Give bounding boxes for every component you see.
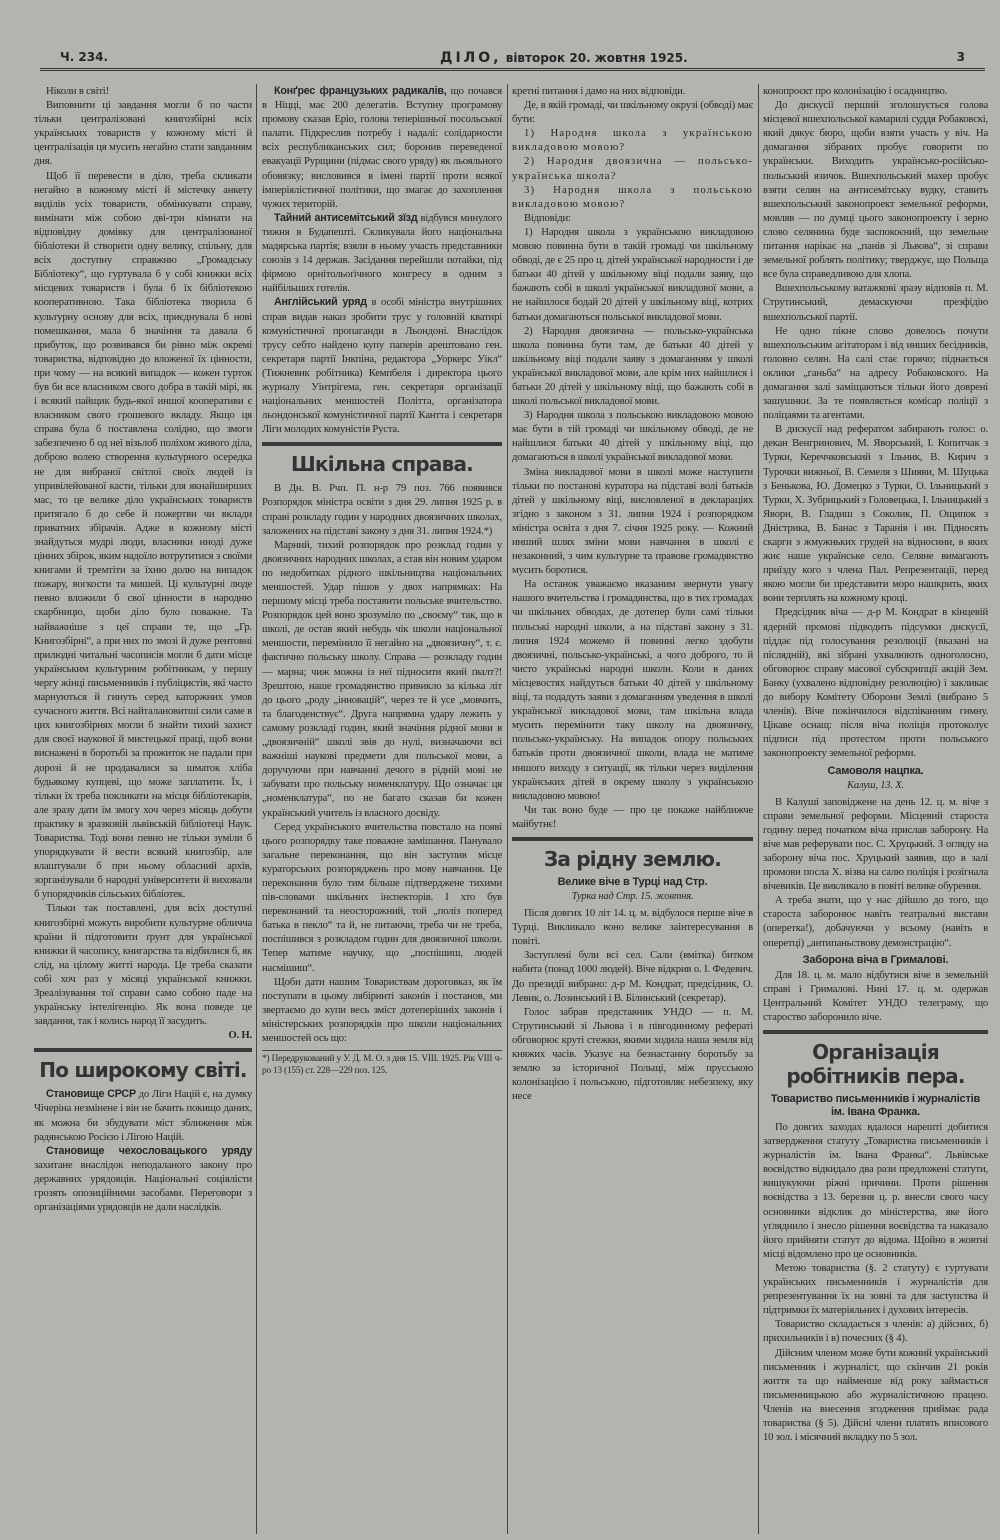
paragraph bbox=[34, 1087, 252, 1143]
column-2 bbox=[262, 84, 502, 1077]
paragraph bbox=[34, 169, 252, 902]
column-3 bbox=[512, 84, 753, 1103]
paragraph bbox=[512, 906, 753, 948]
issue-number: Ч. 234. bbox=[60, 50, 109, 64]
paragraph-text: В дискусії над рефератом забирають голос: о. декан Венгринович, М. Яворський, І. Копитчак з Турки, Кереччковський з Ільник, В. Кирич з Турочки вижньої, В. Семеля з Шияви, М. Шуцька з Бенькова, Ю. Домецко з Турки, О. Ільницький з Турки, Х. Зубрицький з Головецька, І. Ільницький з Явори, В. Гладиш з Соколик, П. Ощипок з Дністрика, В. Банас з Таранів і ин. Підносять скарги з жмужньких грудей на відносини, в яких жиє наше українське село. Селяне вимагають приїзду кого з члена Пал. Репрезентації, перед якою могли би представити моро нашкрить, яких вони терплять на кожному кроці. bbox=[763, 423, 988, 605]
paragraph-text: конопроєкт про колонізацію і осадництво. bbox=[763, 85, 948, 97]
paragraph bbox=[512, 154, 753, 182]
paragraph-text: Заступлені були всі сел. Сали (вмітка) битком набита (понад 1000 людей). Віче відкрив о. І. Федевич. До президії вибрано: д-р М. Кондрат, предсідник, О. Левик, о. Лозинський і В. Білинський (секретар). bbox=[512, 949, 753, 1004]
column-4 bbox=[763, 84, 988, 1444]
article-subheading: Товариство письменників і журналістів ім. Івана Франка. bbox=[770, 1093, 981, 1118]
paragraph-text: 3) Народня школа з польською викладовою мовою? bbox=[512, 183, 753, 210]
paragraph-text: Вшехпольському ватажкові зразу відповів п. М. Струтинський, демаскуючи презфідію вшехпольської партії. bbox=[763, 282, 988, 323]
paragraph bbox=[512, 84, 753, 98]
paragraph-lead: Становище СРСР bbox=[46, 1088, 136, 1101]
paragraph bbox=[763, 324, 988, 423]
paragraph-text: Предсідник віча — д-р М. Кондрат в кінцевій ядерній промові підводить підсумки дискусії, піддає під голосування резолюції (вказані на післядній), які зібрані ухвалюють одноголосно, обговорює справу масової субскрипції акцій Зем. Банку (ухвалено відповідну резолюцію) і закликає до вибору Комітету Оборони Землі (вибрано 5 членів). Віче покінчилося відспіванням гимну. Цікаве оснащ: після віча поліція протоколує підписи під протестом проти польського законопроекту земельної реформи. bbox=[763, 606, 988, 760]
paragraph-text: Де, в якій громаді, чи шкільному окрузі (обводі) має бути: bbox=[512, 99, 753, 126]
article-subheading: Велике віче в Турці над Стр. bbox=[557, 875, 708, 888]
paragraph-text: Після довгих 10 літ 14. ц. м. відбулося перше віче в Турці. Викликало воно велике заінтересування в повіті. bbox=[512, 907, 753, 948]
paragraph bbox=[763, 98, 988, 281]
paragraph-text: Чи так воно буде — про це покаже найближче майбутнє! bbox=[512, 803, 753, 830]
paragraph-lead: Конґрес французьких радикалів, bbox=[274, 85, 447, 97]
paragraph bbox=[34, 901, 252, 1028]
column-divider bbox=[758, 84, 759, 1534]
paragraph-text: До дискусії перший зголошується голова місцевої вшехпольської камарилі суддя Робаковскі, який дякує бюро, щоби взяти участь у віч. На домагання зібраних пробує говорити по українськи. Виходить українсько-російсько-польський язичок. Вшехпольський махер пробує взяти селян на антисемітську вудку, ставить вшехпольський законопроект земельної реформи, мовляв — по думці цього законопроекту і зерно слово селянина буде заспокоєний, що земельне питання нарікає на „панів зі Львова“, зі справи земельної роблять політику; тверджує, що Польща все була справедливою для хлопа. bbox=[763, 99, 988, 281]
paragraph-text: Голос забрав представник УНДО — п. М. Струтинський зі Львова і в півгодинному рефераті обговорює круті стежки, якими ходила наша земля від княжих часів. Указує на безнастанну боротьбу за землю за історичної Польщі, між прусською колонізацією і польською, підготовляє небезпеку, яку несе bbox=[512, 1005, 753, 1103]
paragraph bbox=[262, 481, 502, 537]
paragraph-text: В Калуші заповіджене на день 12. ц. м. віче з справи земельної реформи. Місцевий староста годину перед початком віча прислав заборону. На віче мав реферувати пос. С. Хруцький. З огляду на заборону віча пос. Хруцький заявив, що в залі промови посла Х. візва на салю поліція і розігнала вічевиків. Це викликало в повіті велике обурення. bbox=[763, 795, 988, 893]
paragraph bbox=[763, 605, 988, 760]
paragraph bbox=[763, 84, 988, 98]
paragraph bbox=[262, 538, 502, 820]
paragraph bbox=[262, 820, 502, 975]
paragraph bbox=[763, 1317, 988, 1345]
paragraph-text: Виповнити ці завдання могли б по части тільки централізовані книгозбірні всіх українських товариств у кожному місті й централізація ця мусить негайно стати завданням дня. bbox=[34, 99, 252, 168]
masthead bbox=[440, 50, 688, 66]
paragraph bbox=[763, 795, 988, 894]
paragraph bbox=[512, 225, 753, 324]
paragraph-lead: Становище чехословацького уряду bbox=[46, 1144, 252, 1157]
section-rule bbox=[262, 442, 502, 446]
paragraph bbox=[512, 803, 753, 831]
paragraph-text: В Дн. В. Рчп. П. н-р 79 поз. 766 появився Розпорядок міністра освіти з дня 29. липня 1925 р. в справі розкладу годин у народних двоязичних школах, заложених на підставі закону з дня 31. липня 1924.*) bbox=[262, 482, 502, 537]
paragraph bbox=[763, 281, 988, 323]
paragraph bbox=[34, 84, 252, 98]
paragraph bbox=[763, 893, 988, 949]
paragraph-text: відбувся минулого тижня в Будапешті. Скликувала його національна мадярська партія; взяли в ньому участь представники союзів з 14 держав. Засідання перейшли потайки, під фірмою орнітольоґічного конгресу в одним з найбільших готелів. bbox=[262, 211, 502, 295]
paragraph-text: 3) Народня школа з польською викладовою мовою має бути в тій громаді чи шкільному обводі, де не найшлися батьки 40 дітей у шкільному віці, що домагаються в школі української викладової мови. bbox=[512, 409, 753, 464]
article-subheading: Самоволя нацпка. bbox=[827, 764, 924, 777]
paragraph bbox=[512, 465, 753, 578]
paragraph-lead: Англійський уряд bbox=[274, 296, 367, 309]
paragraph bbox=[512, 408, 753, 464]
paragraph bbox=[763, 1346, 988, 1445]
paragraph-text: 1) Народня школа з українською викладовою мовою повинна бути в такій громаді чи шкільному обводі, де є 25 про ц. дітей української народности і де батьки 40 дітей у шкільному віці подали заяву, що бажають собі в школі української викладової мови, а не найшлося бодай 20 дітей у шкільному віці, котрих батьки домагаються польської викладової мови. bbox=[512, 225, 753, 323]
paragraph-text: в особі міністра внутрішних справ видав наказ зробити трус у головній кватирі комуністичної пропаганди в Льондоні. Внаслідок трусу себто найдено купу паперів арештовано ген. секретаря партії Інкпіна, редактора „Уоркерс Уікл“ (Тижневик робітника) Кемпбеля і директора цього журналу Уінтрігема, ген. секретаря організації національних меншостей Політта, організатора льондонської комуністичної партії Кантта і секретаря Ліги молодих комуністів Руста. bbox=[262, 296, 503, 436]
column-divider bbox=[256, 84, 257, 1534]
paragraph bbox=[512, 211, 753, 225]
paragraph-text: що почався в Ніцці, має 200 делегатів. Вступну програмову промову сказав Еріо, голова теперішньої посольської палати. Підкреслив потребу і надалі: солідарности всіх республиканських сил; боронив переведеної евакуації Рурщини (підмас свого уряду) як льояльного обовязку; висловився в імені партії проти всякої імперіялістичної політики, що змагає до захоплення чужих територій. bbox=[262, 85, 503, 210]
paragraph bbox=[34, 1144, 252, 1214]
issue-date: вівторок 20. жовтня 1925. bbox=[505, 51, 688, 65]
paragraph bbox=[512, 126, 753, 154]
paragraph bbox=[512, 1005, 753, 1104]
paragraph bbox=[262, 211, 502, 296]
article-headline: По широкому світі. bbox=[39, 1058, 247, 1083]
dateline: Турка над Стр. 15. жовтня. bbox=[571, 890, 694, 902]
header-rule bbox=[40, 68, 985, 71]
paragraph-text: до Ліги Націй є, на думку Чічеріна незмінене і він не бачить покищо даних, як можна би збудувати міст зближення між радянською Росією і Лігою Націй. bbox=[34, 1088, 252, 1143]
paragraph bbox=[34, 98, 252, 168]
paragraph bbox=[262, 84, 502, 211]
paragraph bbox=[763, 968, 988, 1024]
column-1 bbox=[34, 84, 252, 1214]
article-headline: Шкільна справа. bbox=[291, 452, 473, 477]
paragraph bbox=[512, 577, 753, 803]
paragraph-text: 2) Народня двоязична — польсько-українська школа? bbox=[512, 155, 753, 182]
paragraph-text: Товариство складається з членів: а) дійсних, б) прихильників і в) почесних (§ 4). bbox=[763, 1318, 988, 1345]
paragraph-text: Відповіди: bbox=[524, 211, 571, 224]
paragraph-text: Марний, тихий розпорядок про розклад годин у двоязичних народних школах, а став він новим ударом по недобитках рідного шкільництва національних меншостей. Удар пішов у двох напрямках: На першому місці треба поставити польське вчительство. Розпорядок цей воно зрозуміло по „своєму“ так, що в школі, де остав який небудь чік школи національної меншости, перемінило її негайно на „двоязичну“, т. є. фактично польську школу. Справа — розкладу годин — марна; чиж можна із неї підносити який ґвалт?! Зрештою, наше громадянство привикло за кілька літ до цього „роду „інновацій“, через те й усе „мовчить, та благоденствує“. Друга напрямна удару лежить у самому розкладі годин, який значіння рідної мови в „двоязичній“ школі звів до нулі, визначаючи всі важніші наукові предмети для польської мови, а доручуючи при навчанні дечого в рідній мові не забувати про польську номенклатуру. Що означає ця „номенклатура“, по не багато сказав би кожен український учитель із власного досвіду. bbox=[262, 538, 502, 819]
paragraph-lead: Тайний антисемітський зїзд bbox=[274, 211, 418, 224]
paragraph-text: Серед українського вчительства повстало на появі цього розпорядку таке поважне замішання. Панувало загальне переконання, що він заступив місце кураторських розпоряджень про мову навчання. Це переконання було тим більше підтверджене тихими пів-словами шкільних інспекторів. І хто був переконаний та неосторожний, той „поліз поперед батька в пекло“ та й, не питаючи, треба чи не треба, поспішився з розкладом годин для двоязичної школи. Тепер матиме научку, що „поспішиш, людей насмішиш“. bbox=[262, 820, 502, 974]
page-header bbox=[40, 50, 985, 66]
paragraph-text: Щоби дати нашим Товариствам дороговказ, як їм поступати в цьому лябіринті законів і постанов, ми звертаємо до купи весь зміст дотеперішніх законів і міністерських розпорядків про школи національних меншостей ось що: bbox=[262, 975, 502, 1044]
paragraph-text: Зміна викладової мови в школі може наступити тільки по постанові куратора на підставі волі батьків дітей у шкільному віці, висловленої в деклараціях згідно з законом з 31. липня 1924 і розпорядком міністра освіта з дня 7. січня 1925 року. — Кожний инший шлях зміни мови навчання в школі є незаконний, з чим культурне та правове громадянство мусить боротися. bbox=[512, 465, 753, 577]
paragraph-text: 2) Народня двоязична — польсько-українська школа повинна бути там, де батьки 40 дітей у шкільному віці подали заяву з домаганням у школі української викладової мови, але крім них найшлися і батьки 20 дітей у шкільному віці, що бажають собі в школі польської викладової мови. bbox=[512, 324, 753, 408]
paragraph-text: Тільки так поставлені, для всіх доступні книгозбірні можуть виробити культурне обличча країни й підготовити ґрунт для української книжки й часопису, книгарства та відбилися б, як слід, на цілому житті народа. Це треба сказати собі хоч раз у місяці української книжки. Зреалізування тої справи само собою паде на українську інтелігенцію. Як вона поведе це завдання, так і колись народ її засудить. bbox=[34, 902, 252, 1028]
newspaper-title: ДІЛО, bbox=[440, 50, 502, 66]
paragraph bbox=[262, 975, 502, 1045]
paragraph-text: Дійсним членом може бути кожний український письменник і журналіст, що скінчив 21 років життя та що найменше від року займається письменницькою або журналістичною працею. Членів на внесення згодження приймає рада товариства (§ 5). Дійсні члени платять вписового 10 зол. і місячний вкладку по 5 зол. bbox=[763, 1346, 988, 1444]
paragraph bbox=[763, 1261, 988, 1317]
paragraph-text: Не одно пікне слово довелось почути вшехпольським агітаторам і від инших бесідників, головно селян. На салі стає горячо; піднається оклики „ганьба“ на адресу Робаковского. На домагання залі заміщаються тільки його доврені зашушнки. За те появляється комісар поліції з поліцаями та агентами. bbox=[763, 324, 988, 422]
page-number: 3 bbox=[956, 50, 965, 64]
paragraph-text: Щоб її перевести в діло, треба скликати негайно в кожному місті й містечку анкету виділів усіх товариств, обмінкувати справу, вимінати між собою дві-три кімнати на відповідну домівку для централізованої бібліотеки й створити одну велику, спільну, для всіх доступну справжню „Громадську Бібліотеку“, що гуртувала б у собі книжки всіх місцевих товариств і була б їх бібліотекою кооперативною. Така бібліотека творила б культурну основу для всіх, приєднувала б нові помешкання, мала б значіння та давала б прибуток, що розвивався би рівно між окремі товариства, відповідно до вложеної їх цінности, при чому — на всякий випадок — кожен гурток був би все власником свого добра в такій мірі, як і всякий пайщик будь-якої иншої кооперативи є власником свого грошевого вкладу. Якщо ця справа була б поставлена солідно, що змоги забезпечено б од неї візьлоб поліхом живого діла, доброю волею створення культурного осередка не для вибраної світлої своїх людей із упривілейованої касти, тільки для якнайширших мас, то це велике діло українських товариств притягало б до себе й пожертви чи вклади приватних збірачів. Адже в кожному місті знайдуться мудрі люди, власники иноді дуже цінних збірок, яким надоїло вотрутитися з своїми книгами й тремтіти за їхню долю на випадок пожару, вогкости та мишей. Ці культурні люде певно вложили б свої цінности в народню скарбницю, щоби діло було поважне. Та найважніше з цеї справи те, що „Гр. Книгозбірні“, а при них по змозі й дуже рентовні прилюдні читальні часописів могли б дати місце українським культурним робітникам, у першу чергу жінці письменників і публіцистів, які часто марнуються й гинуть серед каторжних умов сучасного життя. Всі найталановитші сили саме в цих книгозбірнях могли б знайти тихий захист для своєї наукової й мистецької праці, щоб вони виснажені в боротьбі за прожиток не падали при дорозі й не продавалися за шматок хліба будьякому купцеві, що може заплатити. Їх, і тільки їх треба покликати на місця бібліотекарів, але зразу дати їм змогу хоч через місяць добути практику в зразковій львівській бібліотеці Наук. Товариства. Тоді вони певно не тільки зуміли б упорядкувати й вести всякий книгозбір, але влаштували б при ньому обласний архів, зорганізували б народні університети й виховали б упорядчиків сільських бібліотек. bbox=[34, 169, 252, 901]
paragraph-text: Ніколи в світі! bbox=[46, 85, 109, 97]
paragraph bbox=[512, 948, 753, 1004]
section-rule bbox=[763, 1030, 988, 1034]
paragraph bbox=[512, 98, 753, 126]
paragraph-text: кретні питання і дамо на них відповіди. bbox=[512, 85, 686, 97]
paragraph-text: 1) Народня школа з українською викладовою мовою? bbox=[512, 127, 753, 154]
dateline: Калуш, 13. Х. bbox=[847, 779, 904, 791]
section-rule bbox=[34, 1048, 252, 1052]
paragraph-text: Для 18. ц. м. мало відбутися віче в земельній справі і Грималові. Нині 17. ц. м. одержав Центральний Комітет УНДО телеграму, що староство заборонило віче. bbox=[763, 968, 988, 1023]
footnote: *) Передрукований у У. Д. М. О. з дня 15. VIII. 1925. Рік VIII ч-ро 13 (155) ст. 228—229 поз. 125. bbox=[262, 1050, 502, 1077]
article-headline: За рідну землю. bbox=[543, 846, 722, 871]
article-headline: Організація робітників пера. bbox=[786, 1040, 965, 1088]
paragraph bbox=[262, 295, 502, 436]
paragraph bbox=[763, 422, 988, 605]
paragraph-text: Метою товариства (§. 2 статуту) є гуртувати українських письменників і журналістів для репрезентування їх на зовні та для заступства й підтримки їх матеріяльних і духових інтересів. bbox=[763, 1261, 988, 1317]
paragraph bbox=[763, 1120, 988, 1261]
column-divider bbox=[507, 84, 508, 1534]
paragraph-text: захитане внаслідок неподаланого закону про державних урядовців. Національні соціялісти грозять опозиційними засобами. Переговори з організаціями урядовців не дали наслідків. bbox=[34, 1158, 252, 1214]
section-rule bbox=[512, 837, 753, 841]
paragraph-text: На останок уважаємо вказаним звернути увагу нашого вчительства і громадянства, що в тих громадах чи шкільних обводах, де дотепер були самі тільки польські народні школи, а на підставі закону з 31. липня 1924 можемо й повинні легко здобути двоязичні, польсько-українські, а чого доброго, то й чисто українські народні школи. Коли в даних місцевостях найдуться батьки 40 дітей у шкільному віці, та подадуть заяви з домаганням уведення в школі української викладової мови, там шкільна влада мусить перемінити таку школу на двоязичну, польсько-українську. На випадок опору польських батьків проти двоязичної школи, влада не матиме иншого виходу з ситуації, як тільки через виділення українських дітей в окрему школу з українською викладовою мовою! bbox=[512, 578, 753, 802]
author-signature: О. Н. bbox=[228, 1029, 252, 1042]
paragraph bbox=[512, 183, 753, 211]
paragraph-text: По довгих заходах вдалося нарешті добитися затвердження статуту „Товариства письменників і журналістів ім. Івана Франка“. Львівське воєвідство відкидало два рази предложені статути, вишукуючи ріжні причини. Проти рішення воєвідства з 13. березня ц. р. внесли свого часу основники відклик до міністерства, яке його уґляднило і знесло рішення воєвідства та наказало його прийняти статут до відома. Щойно в жовтні місці відомлено про це основників. bbox=[763, 1121, 988, 1260]
paragraph bbox=[512, 324, 753, 409]
paragraph-text: А треба знати, що у нас дійшло до того, що староста заборонює навіть театральні вистави (оперетка!), добачуючи у всьому (навіть в оперетці) „антипаньствову демонстрацію“. bbox=[763, 894, 988, 949]
article-subheading: Заборона віча в Грималові. bbox=[802, 953, 949, 966]
